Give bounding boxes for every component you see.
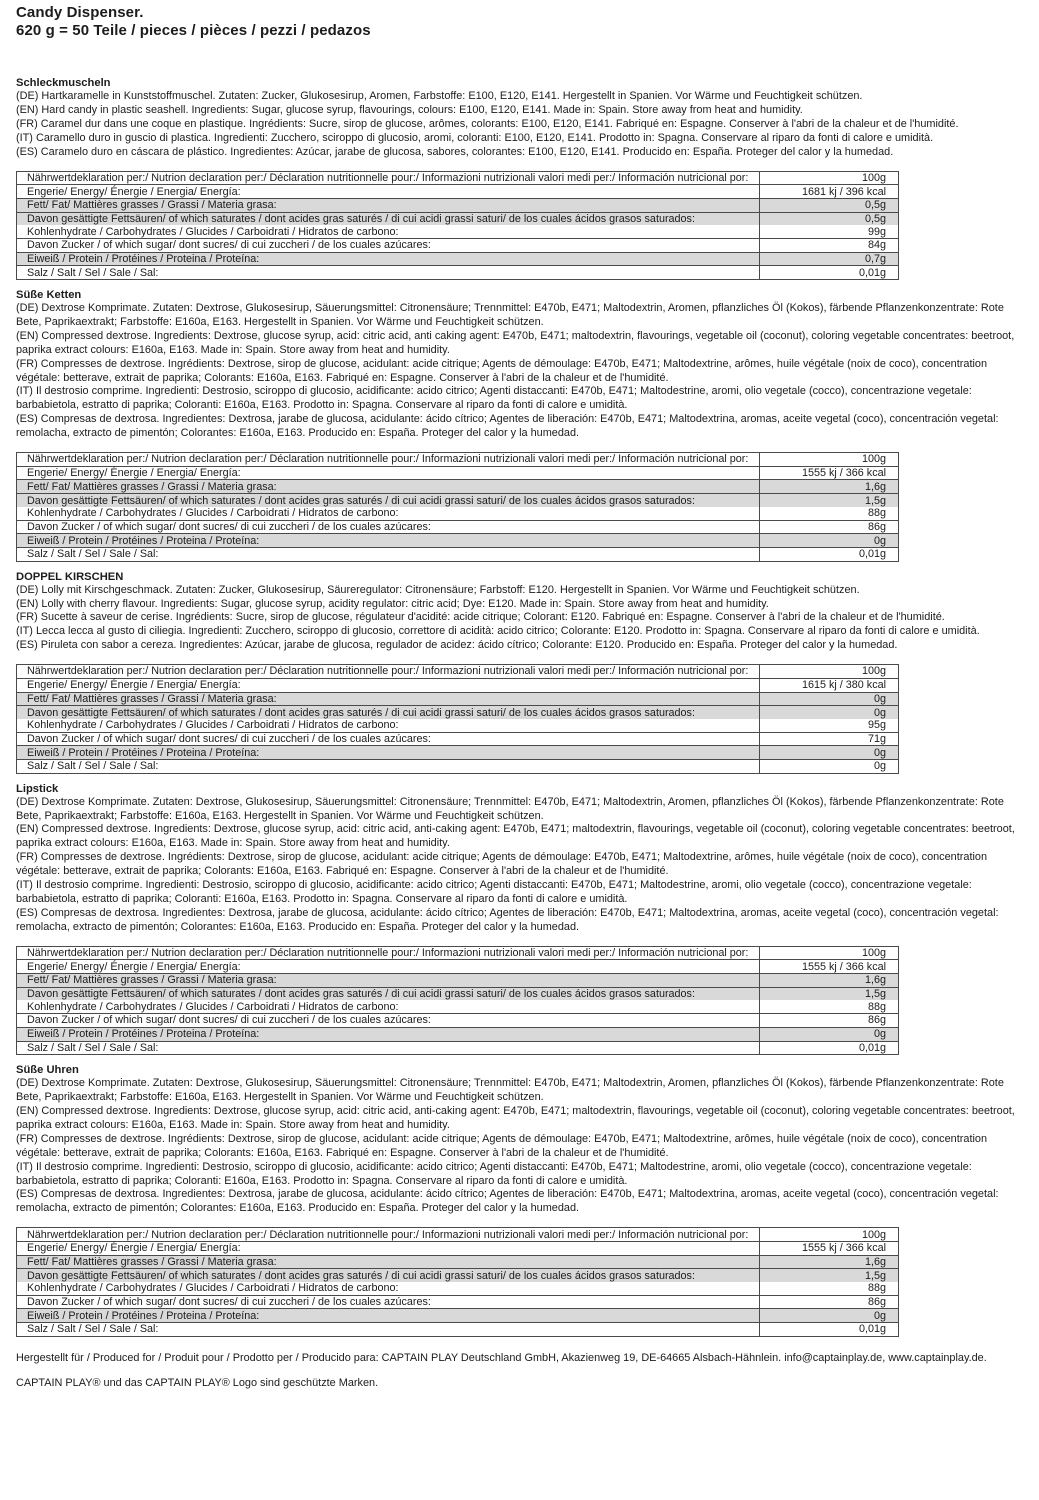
nutrition-label: Engerie/ Energy/ Énergie / Energia/ Energía: (17, 1241, 760, 1255)
ingredient-text: (IT) Il destrosio comprime. Ingredienti: Destrosio, sciroppo di glucosio, acidificante: acido citrico; Agenti distaccanti: E470b, E471; Maltodestrine, aromi, olio vegetale (cocco), concentrazione vegetale: barbabietola, estratto di paprika; Coloranti: E160a, E163. Prodotto in: Spagna. Conservare al riparo da fonti di calore e umidità. (16, 1160, 972, 1187)
ingredient-text: (IT) Il destrosio comprime. Ingredienti: Destrosio, sciroppo di glucosio, acidificante: acido citrico; Agenti distaccanti: E470b, E471; Maltodestrine, aromi, olio vegetale (cocco), concentrazione vegetale: barbabietola, estratto di paprika; Coloranti: E160a, E163. Prodotto in: Spagna. Conservare al riparo da fonti di calore e umidità. (16, 385, 972, 412)
nutrition-label: Nährwertdeklaration per:/ Nutrion declaration per:/ Déclaration nutritionnelle pour:/ Informazioni nutrizionali valori medi per:/ Información nutricional por: (17, 453, 760, 467)
nutrition-table (16, 664, 899, 774)
ingredient-text: (EN) Hard candy in plastic seashell. Ingredients: Sugar, glucose syrup, flavourings, colours: E100, E120, E141. Made in: Spain. Store away from heat and humidity. (16, 103, 803, 116)
nutrition-value: 0,7g (760, 252, 899, 266)
nutrition-label: Fett/ Fat/ Mattières grasses / Grassi / Materia grasa: (17, 198, 760, 212)
nutrition-label: Salz / Salt / Sel / Sale / Sal: (17, 266, 760, 280)
nutrition-row-protein (17, 746, 899, 760)
ingredient-text: (DE) Hartkaramelle in Kunststoffmuschel. Zutaten: Zucker, Glukosesirup, Aromen, Farbstoffe: E100, E120, E141. Hergestellt in Spanien. Vor Wärme und Feuchtigkeit schützen. (16, 90, 863, 102)
nutrition-label: Davon Zucker / of which sugar/ dont sucres/ di cui zuccheri / de los cuales azúcares: (17, 238, 760, 252)
product-info-sheet (16, 4, 1028, 1390)
product-section-2 (16, 288, 1028, 562)
ingredient-text: (ES) Caramelo duro en cáscara de plástico. Ingredientes: Azúcar, jarabe de glucosa, sabores, colorantes: E100, E120, E141. Producido en: España. Proteger del calor y la humedad. (16, 145, 894, 158)
nutrition-row-protein (17, 252, 899, 266)
nutrition-value: 1,5g (760, 1269, 899, 1282)
trademark-notice: CAPTAIN PLAY® und das CAPTAIN PLAY® Logo sind geschützte Marken. (16, 1376, 379, 1389)
nutrition-label: Kohlenhydrate / Carbohydrates / Glucides / Carboidrati / Hidratos de carbono: (17, 719, 760, 732)
nutrition-row-protein (17, 534, 899, 548)
nutrition-label: Eiweiß / Protein / Protéines / Proteina / Proteína: (17, 746, 760, 760)
nutrition-label: Fett/ Fat/ Mattières grasses / Grassi / Materia grasa: (17, 480, 760, 494)
product-name: Süße Uhren (16, 1064, 79, 1077)
nutrition-row-carbs (17, 1000, 899, 1013)
product-name: Süße Ketten (16, 289, 82, 302)
product-description (16, 1077, 1028, 1216)
nutrition-label: Davon gesättigte Fettsäuren/ of which saturates / dont acides gras saturés / di cui acidi grassi saturi/ de los cuales ácidos grasos saturados: (17, 212, 760, 225)
ingredient-text: (EN) Compressed dextrose. Ingredients: Dextrose, glucose syrup, acid: citric acid, anti-caking agent: E470b, E471; maltodextrin, flavourings, vegetable oil (coconut), coloring vegetable concentrates: beetroot, paprika extract colours: E160a, E163. Made in: Spain. Store away from heat and humidity. (16, 823, 1015, 850)
ingredient-text: (ES) Compresas de dextrosa. Ingredientes: Dextrosa, jarabe de glucosa, acidulante: ácido cítrico; Agentes de liberación: E470b, E471; Maltodextrina, aromas, aceite vegetal (coco), concentración vegetal: remolacha, extracto de pimentón; Colorantes: E160a, E163. Producido en: España. Proteger del calor y la humedad. (16, 1188, 999, 1215)
nutrition-row-sugar (17, 238, 899, 252)
nutrition-label: Salz / Salt / Sel / Sale / Sal: (17, 547, 760, 561)
nutrition-value: 1,5g (760, 987, 899, 1000)
nutrition-row-energy (17, 1241, 899, 1255)
page-title: Candy Dispenser. (16, 4, 144, 21)
nutrition-value: 0g (760, 706, 899, 719)
product-section-1 (16, 76, 1028, 280)
nutrition-label: Engerie/ Energy/ Énergie / Energia/ Energía: (17, 466, 760, 480)
ingredient-text: (FR) Compresses de dextrose. Ingrédients: Dextrose, sirop de glucose, acidulant: acide citrique; Agents de démoulage: E470b, E471; Maltodextrine, arômes, huile végétale (noix de coco), concentration végétale: betterave, extrait de paprika; Colorants: E160a, E163. Fabriqué en: Espagne. Conserver à l'abri de la chaleur et de l'humidité. (16, 1132, 988, 1159)
nutrition-row-salt (17, 1323, 899, 1337)
nutrition-value: 0g (760, 746, 899, 760)
nutrition-value: 0g (760, 759, 899, 773)
nutrition-label: Davon gesättigte Fettsäuren/ of which saturates / dont acides gras saturés / di cui acidi grassi saturi/ de los cuales ácidos grasos saturados: (17, 987, 760, 1000)
ingredient-text: (ES) Compresas de dextrosa. Ingredientes: Dextrosa, jarabe de glucosa, acidulante: ácido cítrico; Agentes de liberación: E470b, E471; Maltodextrina, aromas, aceite vegetal (coco), concentración vegetal: remolacha, extracto de pimentón; Colorantes: E160a, E163. Producido en: España. Proteger del calor y la humedad. (16, 413, 999, 440)
nutrition-value: 1615 kj / 380 kcal (760, 678, 899, 692)
product-name: DOPPEL KIRSCHEN (16, 570, 124, 583)
nutrition-row-header (17, 946, 899, 960)
product-name: Schleckmuscheln (16, 77, 111, 89)
nutrition-label: Davon Zucker / of which sugar/ dont sucres/ di cui zuccheri / de los cuales azúcares: (17, 1014, 760, 1028)
nutrition-value: 86g (760, 520, 899, 534)
product-description (16, 90, 1028, 160)
nutrition-label: Kohlenhydrate / Carbohydrates / Glucides / Carboidrati / Hidratos de carbono: (17, 225, 760, 238)
nutrition-value: 95g (760, 719, 899, 732)
nutrition-label: Salz / Salt / Sel / Sale / Sal: (17, 1323, 760, 1337)
nutrition-row-saturates (17, 706, 899, 719)
nutrition-value: 1,6g (760, 974, 899, 988)
nutrition-value: 0,01g (760, 1041, 899, 1055)
nutrition-value: 1,6g (760, 1255, 899, 1269)
nutrition-label: Fett/ Fat/ Mattières grasses / Grassi / Materia grasa: (17, 1255, 760, 1269)
nutrition-label: Kohlenhydrate / Carbohydrates / Glucides / Carboidrati / Hidratos de carbono: (17, 1000, 760, 1013)
nutrition-label: Eiweiß / Protein / Protéines / Proteina / Proteína: (17, 252, 760, 266)
product-section-4 (16, 782, 1028, 1056)
ingredient-text: (DE) Dextrose Komprimate. Zutaten: Dextrose, Glukosesirup, Säuerungsmittel: Citronensäure; Trennmittel: E470b, E471; Maltodextrin, Aromen, pflanzliches Öl (Kokos), färbende Pflanzenkonzentrate: Rote Bete, Paprikaextrakt; Farbstoffe: E160a, E163. Hergestellt in Spanien. Vor Wärme und Feuchtigkeit schützen. (16, 1077, 1004, 1104)
nutrition-value: 86g (760, 1014, 899, 1028)
nutrition-row-fat (17, 974, 899, 988)
nutrition-row-salt (17, 547, 899, 561)
nutrition-row-salt (17, 266, 899, 280)
nutrition-row-sugar (17, 732, 899, 746)
nutrition-row-protein (17, 1309, 899, 1323)
ingredient-text: (FR) Caramel dur dans une coque en plastique. Ingrédients: Sucre, sirop de glucose, arômes, colorants: E100, E120, E141. Fabriqué en: Espagne. Conserver à l'abri de la chaleur et de l'humidité. (16, 117, 959, 130)
nutrition-label: Eiweiß / Protein / Protéines / Proteina / Proteína: (17, 1027, 760, 1041)
nutrition-row-fat (17, 692, 899, 706)
footer (16, 1351, 1028, 1390)
nutrition-table (16, 171, 899, 281)
nutrition-label: Salz / Salt / Sel / Sale / Sal: (17, 759, 760, 773)
nutrition-label: Nährwertdeklaration per:/ Nutrion declaration per:/ Déclaration nutritionnelle pour:/ Informazioni nutrizionali valori medi per:/ Información nutricional por: (17, 171, 760, 185)
nutrition-row-header (17, 1228, 899, 1242)
nutrition-value: 0,01g (760, 266, 899, 280)
nutrition-value: 88g (760, 507, 899, 520)
nutrition-value: 0,5g (760, 198, 899, 212)
nutrition-row-saturates (17, 987, 899, 1000)
ingredient-text: (DE) Dextrose Komprimate. Zutaten: Dextrose, Glukosesirup, Säuerungsmittel: Citronensäure; Trennmittel: E470b, E471; Maltodextrin, Aromen, pflanzliches Öl (Kokos), färbende Pflanzenkonzentrate: Rote Bete, Paprikaextrakt; Farbstoffe: E160a, E163. Hergestellt in Spanien. Vor Wärme und Feuchtigkeit schützen. (16, 795, 1004, 822)
nutrition-row-energy (17, 466, 899, 480)
nutrition-label: Engerie/ Energy/ Énergie / Energia/ Energía: (17, 678, 760, 692)
nutrition-value: 100g (760, 665, 899, 679)
nutrition-row-salt (17, 759, 899, 773)
nutrition-row-energy (17, 678, 899, 692)
product-description (16, 302, 1028, 441)
nutrition-value: 1555 kj / 366 kcal (760, 960, 899, 974)
nutrition-label: Nährwertdeklaration per:/ Nutrion declaration per:/ Déclaration nutritionnelle pour:/ Informazioni nutrizionali valori medi per:/ Información nutricional por: (17, 946, 760, 960)
nutrition-label: Fett/ Fat/ Mattières grasses / Grassi / Materia grasa: (17, 692, 760, 706)
nutrition-row-energy (17, 960, 899, 974)
nutrition-value: 100g (760, 946, 899, 960)
nutrition-value: 84g (760, 238, 899, 252)
nutrition-row-carbs (17, 719, 899, 732)
product-section-5 (16, 1063, 1028, 1337)
product-name: Lipstick (16, 782, 59, 795)
product-list (16, 76, 1028, 1337)
nutrition-label: Kohlenhydrate / Carbohydrates / Glucides / Carboidrati / Hidratos de carbono: (17, 1282, 760, 1295)
nutrition-value: 99g (760, 225, 899, 238)
nutrition-row-fat (17, 480, 899, 494)
nutrition-row-energy (17, 185, 899, 199)
nutrition-row-sugar (17, 1014, 899, 1028)
nutrition-value: 1681 kj / 396 kcal (760, 185, 899, 199)
nutrition-value: 100g (760, 453, 899, 467)
nutrition-label: Fett/ Fat/ Mattières grasses / Grassi / Materia grasa: (17, 974, 760, 988)
nutrition-label: Nährwertdeklaration per:/ Nutrion declaration per:/ Déclaration nutritionnelle pour:/ Informazioni nutrizionali valori medi per:/ Información nutricional por: (17, 1228, 760, 1242)
product-description (16, 584, 1028, 654)
nutrition-label: Davon gesättigte Fettsäuren/ of which saturates / dont acides gras saturés / di cui acidi grassi saturi/ de los cuales ácidos grasos saturados: (17, 1269, 760, 1282)
nutrition-row-saturates (17, 494, 899, 507)
nutrition-value: 100g (760, 1228, 899, 1242)
nutrition-label: Davon Zucker / of which sugar/ dont sucres/ di cui zuccheri / de los cuales azúcares: (17, 732, 760, 746)
nutrition-value: 0,5g (760, 212, 899, 225)
nutrition-row-protein (17, 1027, 899, 1041)
nutrition-table (16, 452, 899, 562)
nutrition-label: Davon gesättigte Fettsäuren/ of which saturates / dont acides gras saturés / di cui acidi grassi saturi/ de los cuales ácidos grasos saturados: (17, 706, 760, 719)
nutrition-row-salt (17, 1041, 899, 1055)
nutrition-row-header (17, 453, 899, 467)
ingredient-text: (DE) Dextrose Komprimate. Zutaten: Dextrose, Glukosesirup, Säuerungsmittel: Citronensäure; Trennmittel: E470b, E471; Maltodextrin, Aromen, pflanzliches Öl (Kokos), färbende Pflanzenkonzentrate: Rote Bete, Paprikaextrakt; Farbstoffe: E160a, E163. Hergestellt in Spanien. Vor Wärme und Feuchtigkeit schützen. (16, 302, 1004, 328)
ingredient-text: (EN) Compressed dextrose. Ingredients: Dextrose, glucose syrup, acid: citric acid, anti-caking agent: E470b, E471; maltodextrin, flavourings, vegetable oil (coconut), coloring vegetable concentrates: beetroot, paprika extract colours: E160a, E163. Made in: Spain. Store away from heat and humidity. (16, 1105, 1015, 1131)
nutrition-row-sugar (17, 1295, 899, 1309)
ingredient-text: (ES) Compresas de dextrosa. Ingredientes: Dextrosa, jarabe de glucosa, acidulante: ácido cítrico; Agentes de liberación: E470b, E471; Maltodextrina, aromas, aceite vegetal (coco), concentración vegetal: remolacha, extracto de pimentón; Colorantes: E160a, E163. Producido en: España. Proteger del calor y la humedad. (16, 906, 999, 933)
nutrition-row-saturates (17, 1269, 899, 1282)
nutrition-label: Davon Zucker / of which sugar/ dont sucres/ di cui zuccheri / de los cuales azúcares: (17, 520, 760, 534)
nutrition-row-carbs (17, 1282, 899, 1295)
nutrition-value: 88g (760, 1282, 899, 1295)
nutrition-row-header (17, 665, 899, 679)
nutrition-label: Davon gesättigte Fettsäuren/ of which saturates / dont acides gras saturés / di cui acidi grassi saturi/ de los cuales ácidos grasos saturados: (17, 494, 760, 507)
ingredient-text: (IT) Caramello duro in guscio di plastica. Ingredienti: Zucchero, sciroppo di glucosio, aromi, coloranti: E100, E120, E141. Prodotto in: Spagna. Conservare al riparo da fonti di calore e umidità. (16, 131, 934, 144)
nutrition-value: 1,6g (760, 480, 899, 494)
ingredient-text: (DE) Lolly mit Kirschgeschmack. Zutaten: Zucker, Glukosesirup, Säureregulator: Citronensäure; Farbstoff: E120. Hergestellt in Spanien. Vor Wärme und Feuchtigkeit schützen. (16, 583, 860, 596)
page-subtitle: 620 g = 50 Teile / pieces / pièces / pezzi / pedazos (16, 22, 371, 39)
nutrition-row-fat (17, 198, 899, 212)
nutrition-row-carbs (17, 507, 899, 520)
nutrition-value: 0g (760, 692, 899, 706)
ingredient-text: (EN) Compressed dextrose. Ingredients: Dextrose, glucose syrup, acid: citric acid, anti caking agent: E470b, E471; maltodextrin, flavourings, vegetable oil (coconut), coloring vegetable concentrates: beetroot, paprika extract colours: E160a, E163. Made in: Spain. Store away from heat and humidity. (16, 329, 1015, 356)
nutrition-label: Eiweiß / Protein / Protéines / Proteina / Proteína: (17, 1309, 760, 1323)
nutrition-value: 0,01g (760, 1323, 899, 1337)
manufacturer-info: Hergestellt für / Produced for / Produit pour / Prodotto per / Producido para: CAPTAIN PLAY Deutschland GmbH, Akazienweg 19, DE-64665 Alsbach-Hähnlein. info@captainplay.de, www.captainplay.de. (16, 1351, 987, 1364)
product-description (16, 796, 1028, 935)
nutrition-value: 71g (760, 732, 899, 746)
nutrition-label: Kohlenhydrate / Carbohydrates / Glucides / Carboidrati / Hidratos de carbono: (17, 507, 760, 520)
ingredient-text: (ES) Piruleta con sabor a cereza. Ingredientes: Azúcar, jarabe de glucosa, regulador de acidez: ácido cítrico; Colorante: E120. Producido en: España. Proteger del calor y la humedad. (16, 639, 898, 652)
ingredient-text: (FR) Compresses de dextrose. Ingrédients: Dextrose, sirop de glucose, acidulant: acide citrique; Agents de démoulage: E470b, E471; Maltodextrine, arômes, huile végétale (noix de coco), concentration végétale: betterave, extrait de paprika; Colorants: E160a, E163. Fabriqué en: Espagne. Conserver à l'abri de la chaleur et de l'humidité. (16, 357, 988, 384)
nutrition-value: 1555 kj / 366 kcal (760, 466, 899, 480)
nutrition-value: 1,5g (760, 494, 899, 507)
nutrition-value: 0g (760, 1027, 899, 1041)
nutrition-value: 0,01g (760, 547, 899, 561)
nutrition-value: 88g (760, 1000, 899, 1013)
nutrition-value: 0g (760, 1309, 899, 1323)
ingredient-text: (EN) Lolly with cherry flavour. Ingredients: Sugar, glucose syrup, acidity regulator: citric acid; Dye: E120. Made in: Spain. Store away from heat and humidity. (16, 597, 769, 610)
nutrition-label: Nährwertdeklaration per:/ Nutrion declaration per:/ Déclaration nutritionnelle pour:/ Informazioni nutrizionali valori medi per:/ Información nutricional por: (17, 665, 760, 679)
nutrition-value: 100g (760, 171, 899, 185)
nutrition-row-header (17, 171, 899, 185)
nutrition-row-saturates (17, 212, 899, 225)
nutrition-table (16, 946, 899, 1056)
nutrition-label: Davon Zucker / of which sugar/ dont sucres/ di cui zuccheri / de los cuales azúcares: (17, 1295, 760, 1309)
nutrition-value: 0g (760, 534, 899, 548)
nutrition-row-carbs (17, 225, 899, 238)
nutrition-label: Eiweiß / Protein / Protéines / Proteina / Proteína: (17, 534, 760, 548)
nutrition-value: 1555 kj / 366 kcal (760, 1241, 899, 1255)
nutrition-label: Salz / Salt / Sel / Sale / Sal: (17, 1041, 760, 1055)
ingredient-text: (FR) Sucette à saveur de cerise. Ingrédients: Sucre, sirop de glucose, régulateur d'acidité: acide citrique; Colorant: E120. Fabriqué en: Espagne. Conserver à l'abri de la chaleur et de l'humidité. (16, 611, 945, 624)
nutrition-value: 86g (760, 1295, 899, 1309)
ingredient-text: (IT) Il destrosio comprime. Ingredienti: Destrosio, sciroppo di glucosio, acidificante: acido citrico; Agenti distaccanti: E470b, E471; Maltodestrine, aromi, olio vegetale (cocco), concentrazione vegetale: barbabietola, estratto di paprika; Coloranti: E160a, E163. Prodotto in: Spagna. Conservare al riparo da fonti di calore e umidità. (16, 879, 972, 905)
nutrition-row-sugar (17, 520, 899, 534)
product-section-3 (16, 570, 1028, 774)
nutrition-row-fat (17, 1255, 899, 1269)
ingredient-text: (IT) Lecca lecca al gusto di ciliegia. Ingredienti: Zucchero, sciroppo di glucosio, correttore di acidità: acido citrico; Colorante: E120. Prodotto in: Spagna. Conservare al riparo da fonti di calore e umidità. (16, 625, 980, 638)
nutrition-label: Engerie/ Energy/ Énergie / Energia/ Energía: (17, 185, 760, 199)
ingredient-text: (FR) Compresses de dextrose. Ingrédients: Dextrose, sirop de glucose, acidulant: acide citrique; Agents de démoulage: E470b, E471; Maltodextrine, arômes, huile végétale (noix de coco), concentration végétale: betterave, extrait de paprika; Colorants: E160a, E163. Fabriqué en: Espagne. Conserver à l'abri de la chaleur et de l'humidité. (16, 851, 988, 878)
nutrition-table (16, 1227, 899, 1337)
nutrition-label: Engerie/ Energy/ Énergie / Energia/ Energía: (17, 960, 760, 974)
